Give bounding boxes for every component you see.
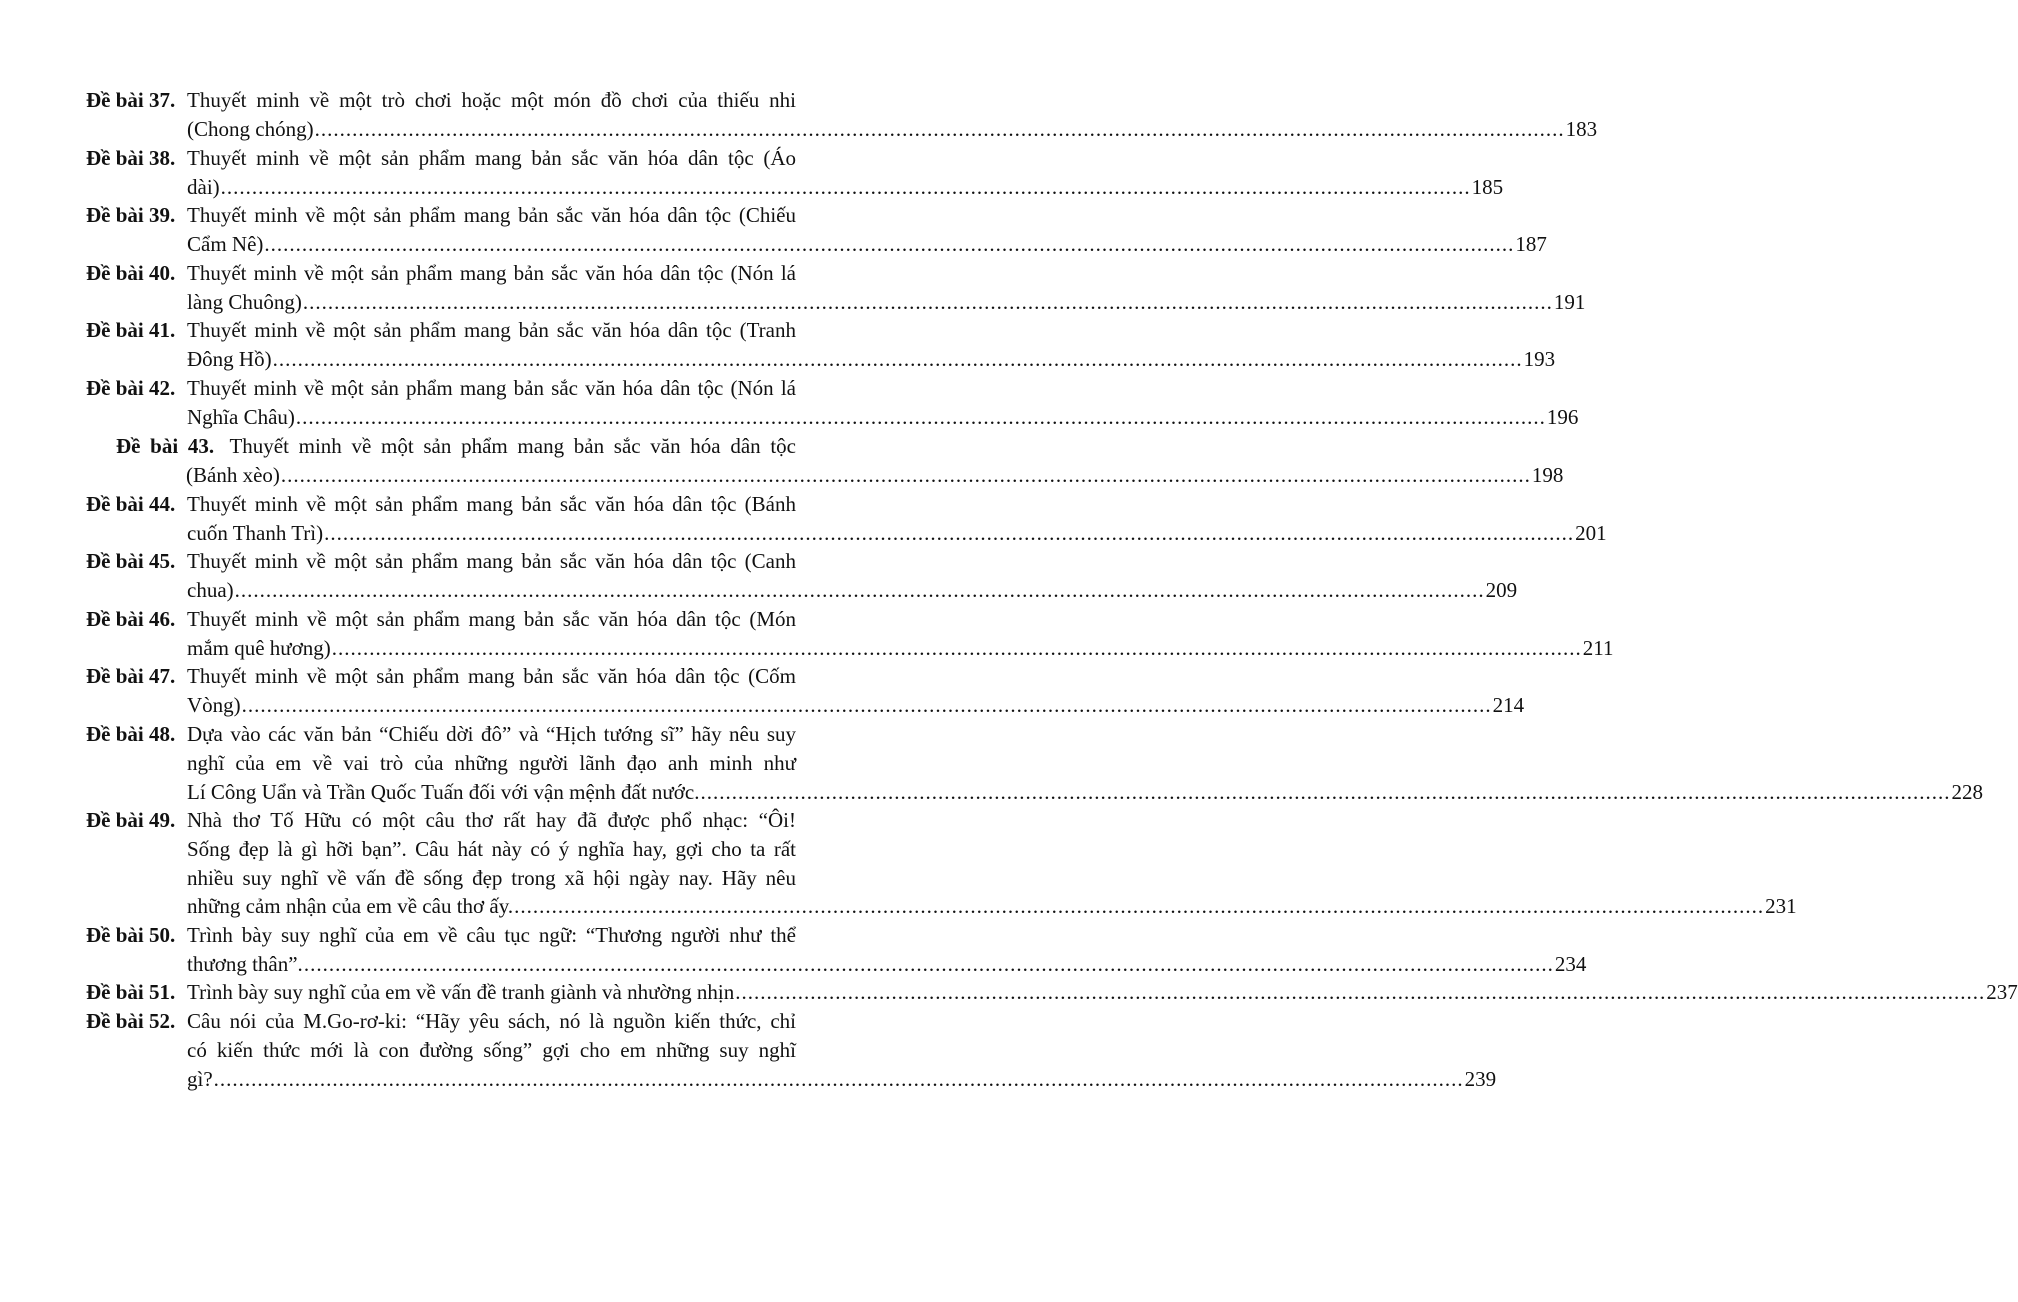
leader-dots: ........................................................................................................................................................................................................ [302, 289, 1553, 314]
toc-entry-line: Dựa vào các văn bản “Chiếu dời đô” và “Hịch tướng sĩ” hãy nêu suy [187, 722, 796, 746]
toc-entry[interactable] [86, 316, 1556, 374]
leader-dots: ........................................................................................................................................................................................................ [213, 1066, 1464, 1091]
toc-entry-line: mắm quê hương) [187, 635, 331, 660]
toc-entry[interactable] [86, 547, 1518, 605]
toc-entry[interactable] [86, 144, 1504, 202]
toc-entry-last-line [187, 634, 1614, 663]
toc-entry[interactable] [86, 978, 2018, 1007]
toc-entry-line: Thuyết minh về một sản phẩm mang bản sắc văn hóa dân tộc (Bánh [187, 492, 796, 516]
toc-entry[interactable] [86, 86, 1598, 144]
toc-entry[interactable] [86, 374, 1579, 432]
toc-entry[interactable] [86, 662, 1525, 720]
toc-page-number: 214 [1492, 692, 1525, 717]
toc-entry-last-line [187, 519, 1607, 548]
leader-dots: ........................................................................................................................................................................................................ [735, 980, 1986, 1004]
toc-entry-title [187, 978, 2018, 1007]
toc-page-number: 185 [1471, 174, 1504, 199]
toc-entry-title [187, 259, 1586, 317]
toc-entry-line: Vòng) [187, 692, 241, 717]
toc-entry-last-line [186, 461, 1564, 490]
toc-entry-line: Nghĩa Châu) [187, 404, 295, 429]
toc-entry-title [187, 921, 1587, 979]
toc-entry[interactable] [86, 259, 1586, 317]
toc-entry[interactable] [116, 432, 1564, 490]
toc-entry-line: thương thân”. [187, 951, 303, 976]
toc-entry-last-line [187, 403, 1579, 432]
toc-entry-last-line [187, 691, 1525, 720]
toc-page-number: 211 [1582, 635, 1614, 660]
toc-entry-line: làng Chuông) [187, 289, 302, 314]
toc-entry-line: gì? [187, 1066, 213, 1091]
toc-entry-label: Đề bài 49. [86, 808, 176, 832]
toc-entry-line: (Bánh xèo) [186, 462, 280, 487]
leader-dots: ........................................................................................................................................................................................................ [295, 404, 1546, 429]
toc-entry-last-line [187, 173, 1504, 202]
toc-entry-title [187, 374, 1579, 432]
toc-page-number: 209 [1485, 577, 1518, 602]
toc-entry-label: Đề bài 45. [86, 549, 176, 573]
leader-dots: ........................................................................................................................................................................................................ [280, 462, 1531, 487]
toc-entry-line: Thuyết minh về một sản phẩm mang bản sắc văn hóa dân tộc (Áo [187, 146, 796, 170]
toc-entry-line: Câu nói của M.Go-rơ-ki: “Hãy yêu sách, nó là nguồn kiến thức, chỉ [187, 1009, 796, 1033]
toc-page-number: 234 [1554, 951, 1587, 976]
toc-page-number: 239 [1464, 1066, 1497, 1091]
leader-dots: ........................................................................................................................................................................................................ [272, 346, 1523, 371]
toc-entry-title [187, 201, 1547, 259]
toc-entry-label: Đề bài 40. [86, 261, 176, 285]
toc-page-number: 231 [1765, 894, 1797, 919]
toc-entry-label: Đề bài 42. [86, 376, 176, 400]
toc-entry-label: Đề bài 47. [86, 664, 176, 688]
toc-entry-last-line [187, 892, 1797, 921]
toc-entry-line: (Chong chóng) [187, 116, 314, 141]
toc-entry-line: Thuyết minh về một sản phẩm mang bản sắc văn hóa dân tộc (Canh [187, 549, 796, 573]
toc-entry-last-line [187, 288, 1586, 317]
toc-entry-line: những cảm nhận của em về câu thơ ấy. [187, 894, 514, 919]
toc-page-number: 196 [1546, 404, 1579, 429]
toc-entry-title [187, 144, 1504, 202]
leader-dots: ........................................................................................................................................................................................................ [700, 779, 1951, 804]
toc-entry-title [116, 432, 796, 461]
toc-entry-line: Trình bày suy nghĩ của em về vấn đề tranh giành và nhường nhịn [187, 980, 735, 1004]
toc-page-number: 193 [1523, 346, 1556, 371]
toc-entry[interactable] [86, 806, 1797, 921]
toc-entry[interactable] [86, 605, 1614, 663]
toc-entry-label: Đề bài 37. [86, 88, 176, 112]
toc-entry-line: dài) [187, 174, 220, 199]
toc-entry-line: Sống đẹp là gì hỡi bạn”. Câu hát này có ý nghĩa hay, gợi cho ta rất [187, 836, 796, 861]
leader-dots: ........................................................................................................................................................................................................ [314, 116, 1565, 141]
toc-entry-label: Đề bài 50. [86, 923, 176, 947]
toc-entry-last-line [187, 230, 1547, 259]
toc-entry-last-line [187, 576, 1518, 605]
toc-entry-line: nhiều suy nghĩ về vấn đề sống đẹp trong xã hội ngày nay. Hãy nêu [187, 865, 796, 890]
toc-entry-line: Nhà thơ Tố Hữu có một câu thơ rất hay đã được phổ nhạc: “Ôi! [187, 808, 796, 832]
toc-entry-line: chua) [187, 577, 234, 602]
toc-entry-line: Thuyết minh về một sản phẩm mang bản sắc văn hóa dân tộc (Tranh [187, 318, 796, 342]
toc-entry-label: Đề bài 52. [86, 1009, 176, 1033]
toc-entry-line: Thuyết minh về một sản phẩm mang bản sắc văn hóa dân tộc (Chiếu [187, 203, 796, 227]
toc-entry-last-line [187, 1065, 1497, 1094]
leader-dots: ........................................................................................................................................................................................................ [514, 894, 1765, 919]
toc-entry-label: Đề bài 41. [86, 318, 176, 342]
toc-entry-last-line [187, 978, 2018, 1007]
toc-entry-title [187, 662, 1525, 720]
toc-entry-label: Đề bài 48. [86, 722, 176, 746]
toc-entry-title [187, 490, 1607, 548]
toc-entry-line: Lí Công Uẩn và Trần Quốc Tuấn đối với vận mệnh đất nước. [187, 779, 700, 804]
toc-entry-label: Đề bài 44. [86, 492, 176, 516]
toc-entry[interactable] [86, 921, 1587, 979]
toc-entry[interactable] [86, 201, 1547, 259]
leader-dots: ........................................................................................................................................................................................................ [331, 635, 1582, 660]
toc-entry-line: Thuyết minh về một sản phẩm mang bản sắc văn hóa dân tộc (Nón lá [187, 376, 796, 400]
toc-entry-line: nghĩ của em về vai trò của những người lãnh đạo anh minh như [187, 750, 796, 775]
leader-dots: ........................................................................................................................................................................................................ [324, 520, 1575, 545]
toc-entry-line: Đông Hồ) [187, 346, 272, 371]
toc-entry-line: có kiến thức mới là con đường sống” gợi cho em những suy nghĩ [187, 1037, 796, 1062]
toc-entry-line: Thuyết minh về một sản phẩm mang bản sắc văn hóa dân tộc (Món [187, 607, 796, 631]
toc-entry-label: Đề bài 51. [86, 980, 176, 1004]
toc-entry-last-line [187, 778, 1983, 807]
toc-entry-last-line [187, 115, 1598, 144]
toc-entry[interactable] [86, 490, 1607, 548]
toc-page-number: 183 [1565, 116, 1598, 141]
leader-dots: ........................................................................................................................................................................................................ [234, 577, 1485, 602]
toc-entry-line: Thuyết minh về một sản phẩm mang bản sắc văn hóa dân tộc [220, 434, 796, 458]
toc-page-number: 201 [1575, 520, 1607, 545]
toc-page-number: 198 [1531, 462, 1564, 487]
toc-entry-line: Thuyết minh về một trò chơi hoặc một món đồ chơi của thiếu nhi [187, 88, 796, 112]
toc-entry-line: Trình bày suy nghĩ của em về câu tục ngữ: “Thương người như thể [187, 923, 796, 947]
toc-page-number: 191 [1553, 289, 1586, 314]
toc-entry-label: Đề bài 43. [116, 434, 215, 458]
toc-entry[interactable] [86, 1007, 1497, 1093]
leader-dots: ........................................................................................................................................................................................................ [220, 174, 1471, 199]
toc-entry-title [187, 1007, 1497, 1093]
toc-entry-title [187, 547, 1518, 605]
toc-page-number: 237 [1986, 980, 2018, 1004]
leader-dots: ........................................................................................................................................................................................................ [303, 951, 1554, 976]
toc-entry-label: Đề bài 39. [86, 203, 176, 227]
toc-entry-title [187, 806, 1797, 921]
toc-entry-line: Thuyết minh về một sản phẩm mang bản sắc văn hóa dân tộc (Nón lá [187, 261, 796, 285]
toc-page-number: 187 [1515, 231, 1547, 256]
toc-entry-last-line [187, 345, 1556, 374]
toc-entry-last-line [187, 950, 1587, 979]
toc-entry-line: Cẩm Nê) [187, 231, 264, 256]
toc-entry-line: Thuyết minh về một sản phẩm mang bản sắc văn hóa dân tộc (Cốm [187, 664, 796, 688]
toc-entry-title [187, 720, 1983, 806]
leader-dots: ........................................................................................................................................................................................................ [264, 231, 1515, 256]
leader-dots: ........................................................................................................................................................................................................ [241, 692, 1492, 717]
toc-entry[interactable] [86, 720, 1983, 806]
toc-entry-title [187, 605, 1614, 663]
toc-entry-title [187, 316, 1556, 374]
toc-entry-line: cuốn Thanh Trì) [187, 520, 324, 545]
toc-entry-title [187, 86, 1598, 144]
toc-entry-label: Đề bài 46. [86, 607, 176, 631]
toc-page-number: 228 [1951, 779, 1983, 804]
toc-entry-label: Đề bài 38. [86, 146, 176, 170]
